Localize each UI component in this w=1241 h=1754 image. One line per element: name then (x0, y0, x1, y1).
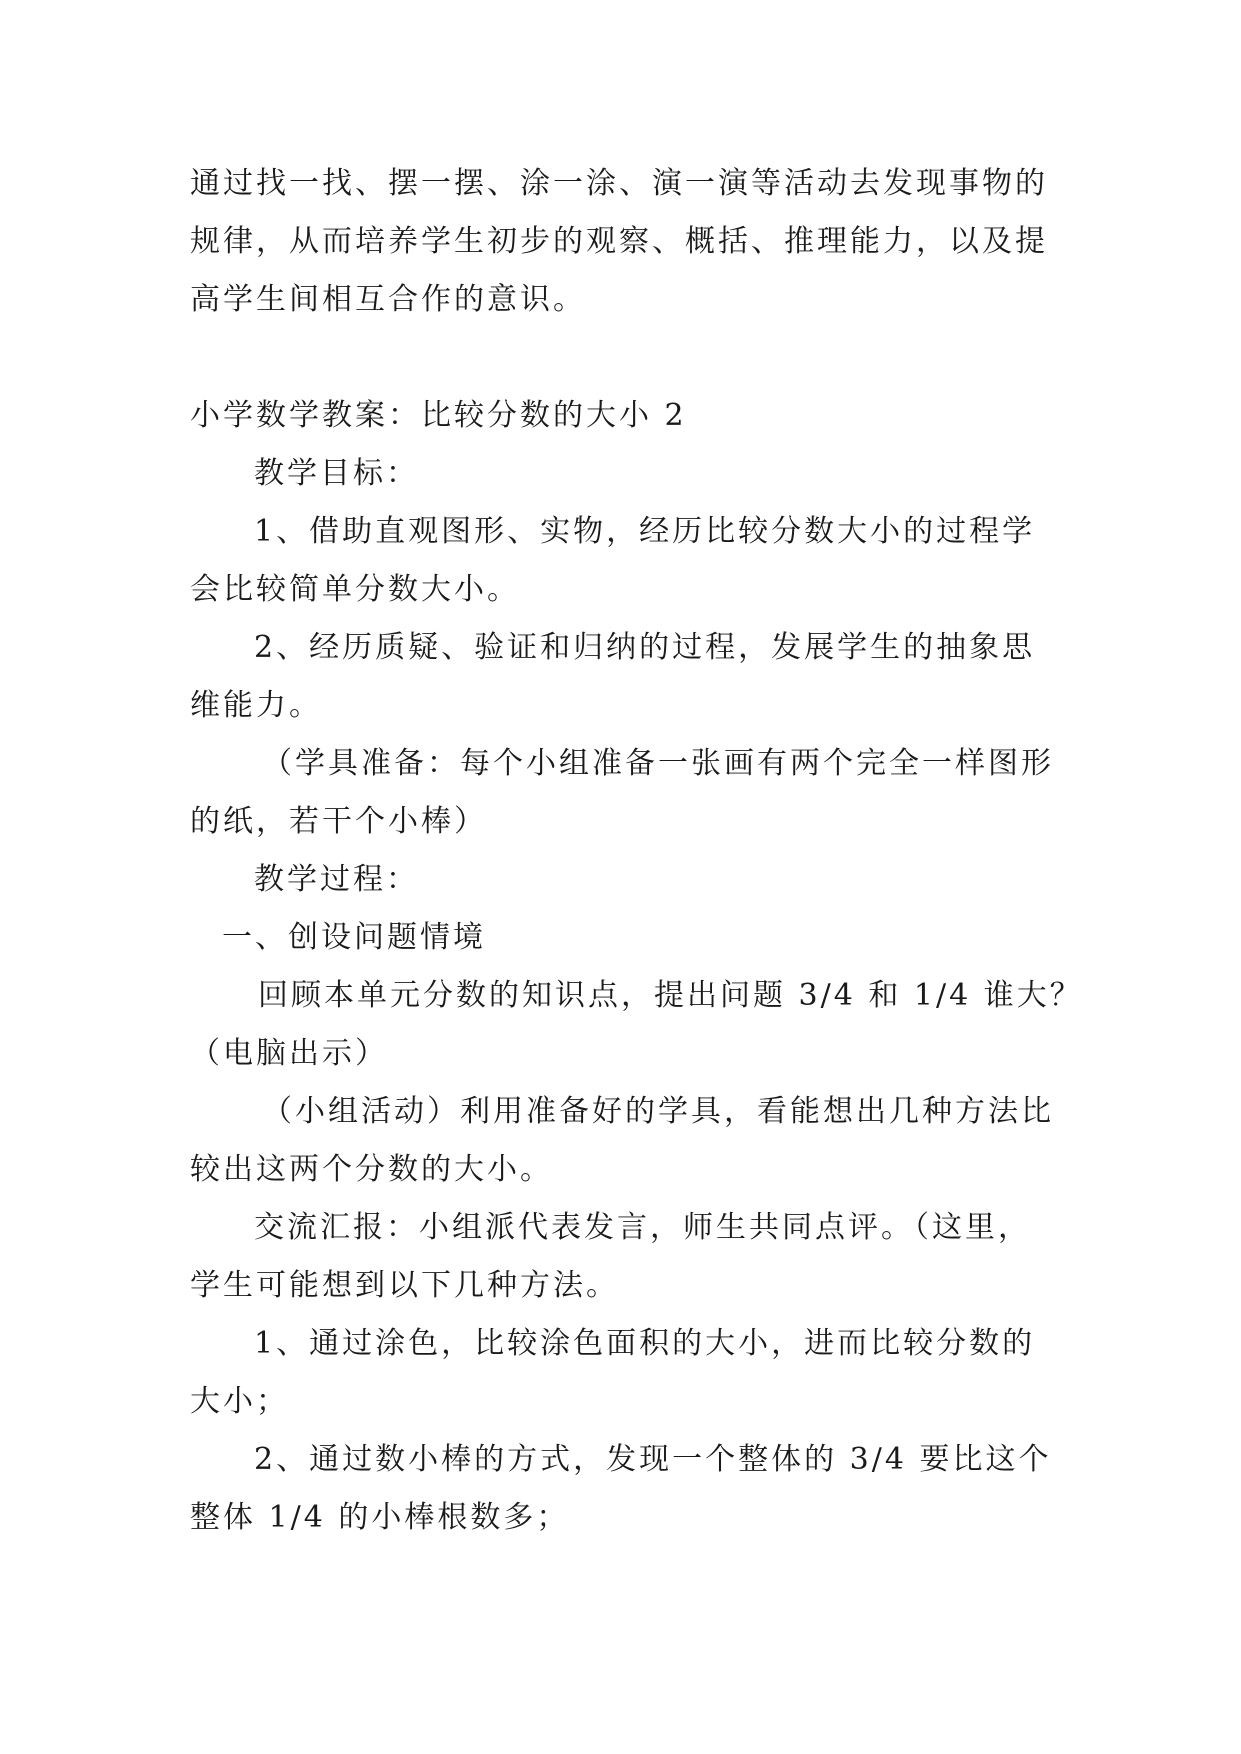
paragraph-line: （电脑出示） (190, 1036, 388, 1071)
paragraph-line: 2、经历质疑、验证和归纳的过程，发展学生的抽象思 (254, 630, 1036, 665)
subheading: 一、创设问题情境 (222, 920, 486, 955)
section-title: 小学数学教案：比较分数的大小 2 (190, 398, 687, 433)
paragraph-line: 较出这两个分数的大小。 (190, 1152, 553, 1187)
heading-teaching-goals: 教学目标： (254, 456, 419, 491)
paragraph-line: 的纸，若干个小棒） (190, 804, 487, 839)
paragraph-line: 学生可能想到以下几种方法。 (190, 1268, 619, 1303)
paragraph-line: 高学生间相互合作的意识。 (190, 282, 586, 317)
heading-teaching-process: 教学过程： (254, 862, 419, 897)
paragraph-line: 1、通过涂色，比较涂色面积的大小，进而比较分数的 (254, 1326, 1036, 1361)
paragraph-line: 2、通过数小棒的方式，发现一个整体的 3/4 要比这个 (254, 1442, 1052, 1477)
paragraph-line: 会比较简单分数大小。 (190, 572, 520, 607)
paragraph-line: 回顾本单元分数的知识点，提出问题 3/4 和 1/4 谁大？ (258, 978, 1083, 1013)
paragraph-line: （学具准备：每个小组准备一张画有两个完全一样图形 (262, 746, 1054, 781)
paragraph-line: 整体 1/4 的小棒根数多； (190, 1500, 570, 1535)
paragraph-line: 1、借助直观图形、实物，经历比较分数大小的过程学 (254, 514, 1036, 549)
paragraph-line: （小组活动）利用准备好的学具，看能想出几种方法比 (262, 1094, 1054, 1129)
paragraph-line: 大小； (190, 1384, 289, 1419)
paragraph-line: 交流汇报：小组派代表发言，师生共同点评。（这里， (254, 1210, 1031, 1245)
paragraph-line: 通过找一找、摆一摆、涂一涂、演一演等活动去发现事物的 (190, 166, 1048, 201)
paragraph-line: 维能力。 (190, 688, 322, 723)
paragraph-line: 规律，从而培养学生初步的观察、概括、推理能力，以及提 (190, 224, 1048, 259)
